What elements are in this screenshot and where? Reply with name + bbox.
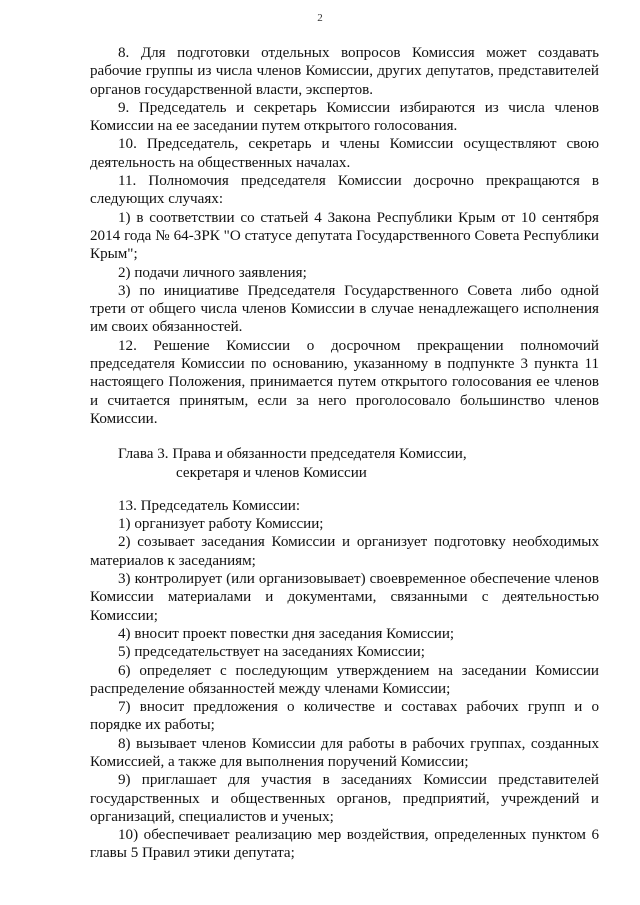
paragraph-13-item-6: 6) определяет с последующим утверждением на заседании Комиссии распределение обязанностей между членами Комиссии; (90, 662, 599, 697)
spacer (90, 482, 599, 497)
paragraph-13-item-2: 2) созывает заседания Комиссии и организует подготовку необходимых материалов к заседаниям; (90, 534, 599, 569)
spacer (90, 428, 599, 445)
paragraph-13-item-1: 1) организует работу Комиссии; (118, 516, 324, 533)
document-body (90, 44, 599, 863)
paragraph-13-item-4: 4) вносит проект повестки дня заседания Комиссии; (118, 625, 455, 642)
paragraph-10: 10. Председатель, секретарь и члены Комиссии осуществляют свою деятельность на общественных началах. (90, 136, 599, 171)
paragraph-9: 9. Председатель и секретарь Комиссии избираются из числа членов Комиссии на ее заседании путем открытого голосования. (90, 99, 599, 135)
paragraph-13-item-9: 9) приглашает для участия в заседаниях Комиссии представителей государственных и общественных органов, предприятий, учреждений и организаций, специалистов и ученых; (90, 772, 599, 825)
paragraph-13: 13. Председатель Комиссии: (118, 497, 301, 514)
paragraph-12: 12. Решение Комиссии о досрочном прекращении полномочий председателя Комиссии по основанию, указанному в подпункте 3 пункта 11 настоящего Положения, принимается путем открытого голосования ее членов и считается принятым, если за него проголосовало большинство членов Комиссии. (90, 337, 599, 427)
paragraph-13-item-7: 7) вносит предложения о количестве и составах рабочих групп и о порядке их работы; (90, 699, 599, 734)
chapter-heading (90, 445, 599, 482)
paragraph-13-item-5: 5) председательствует на заседаниях Комиссии; (118, 644, 425, 661)
chapter-heading-line-2: секретаря и членов Комиссии (176, 464, 367, 481)
chapter-heading-line-1: Глава 3. Права и обязанности председателя Комиссии, (118, 446, 467, 463)
paragraph-13-item-8: 8) вызывает членов Комиссии для работы в рабочих группах, созданных Комиссией, а также для выполнения поручений Комиссии; (90, 735, 599, 770)
paragraph-8: 8. Для подготовки отдельных вопросов Комиссия может создавать рабочие группы из числа членов Комиссии, других депутатов, представителей органов государственной власти, экспертов. (90, 45, 599, 98)
paragraph-11-item-2: 2) подачи личного заявления; (118, 264, 307, 281)
paragraph-11: 11. Полномочия председателя Комиссии досрочно прекращаются в следующих случаях: (90, 173, 599, 208)
page-number: 2 (317, 12, 323, 24)
paragraph-13-item-3: 3) контролирует (или организовывает) своевременное обеспечение членов Комиссии материалами и документами, связанными с деятельностью Комиссии; (90, 571, 599, 624)
paragraph-13-item-10: 10) обеспечивает реализацию мер воздействия, определенных пунктом 6 главы 5 Правил этики депутата; (90, 827, 599, 862)
paragraph-11-item-1: 1) в соответствии со статьей 4 Закона Республики Крым от 10 сентября 2014 года № 64-ЗРК "О статусе депутата Государственного Совета Республики Крым"; (90, 209, 599, 263)
paragraph-11-item-3: 3) по инициативе Председателя Государственного Совета либо одной трети от общего числа членов Комиссии в случае ненадлежащего исполнения им своих обязанностей. (90, 282, 599, 336)
